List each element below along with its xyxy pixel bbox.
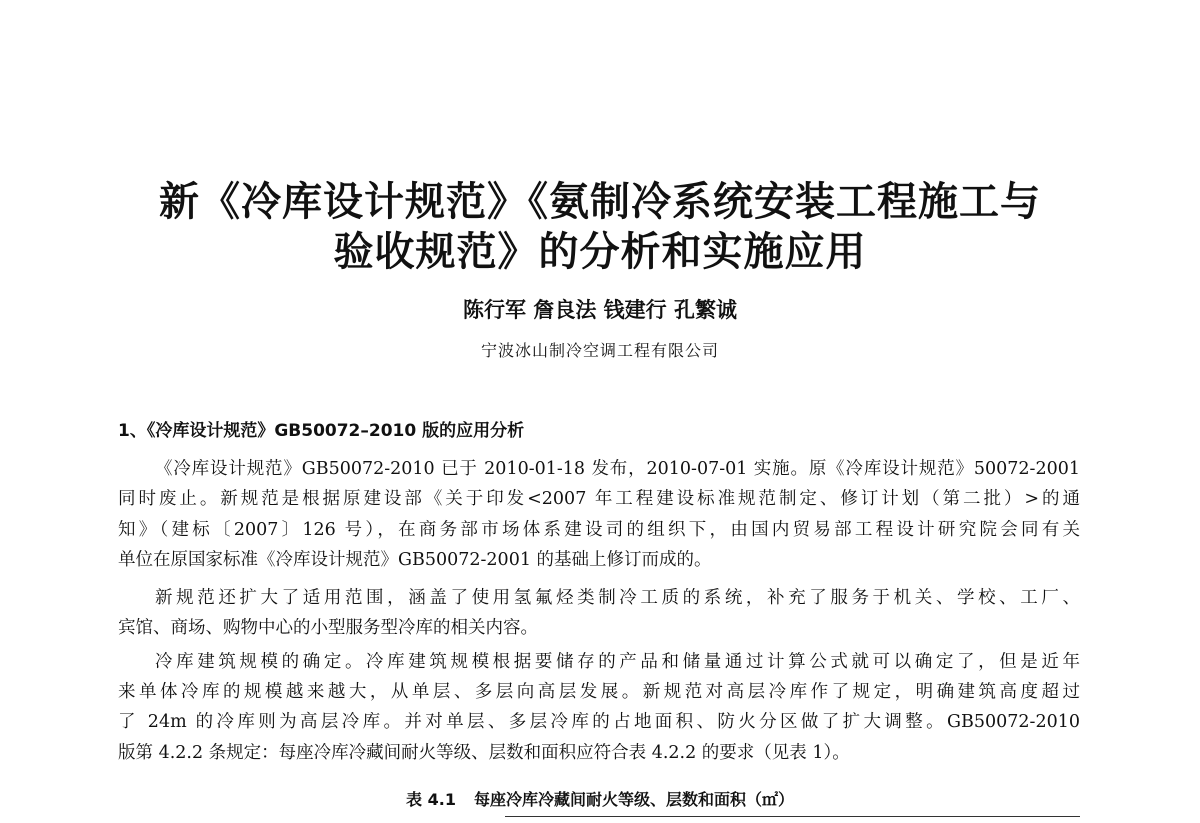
paragraph-line: 同时废止。新规范是根据原建设部《关于印发<2007 年工程建设标准规范制定、修订计划（第二批）>的通 [118,489,1080,509]
affiliation: 宁波冰山制冷空调工程有限公司 [480,341,719,360]
table-number: 表 4.1 [406,790,456,809]
section-heading: 1、《冷库设计规范》GB50072–2010 版的应用分析 [118,421,525,441]
paragraph-line: 单位在原国家标准《冷库设计规范》GB50072-2001 的基础上修订而成的。 [118,550,712,570]
table-caption [0,788,1200,812]
author-list: 陈行军 詹良法 钱建行 孔繁诚 [463,298,737,322]
paragraph-line: 冷库建筑规模的确定。冷库建筑规模根据要储存的产品和储量通过计算公式就可以确定了，但是近年 [155,652,1080,672]
paragraph-line: 《冷库设计规范》GB50072-2010 已于 2010-01-18 发布，2010-07-01 实施。原《冷库设计规范》50072-2001 [155,459,1080,479]
paragraph-line: 来单体冷库的规模越来越大，从单层、多层向高层发展。新规范对高层冷库作了规定，明确建筑高度超过 [118,682,1080,702]
paragraph-line: 新规范还扩大了适用范围，涵盖了使用氢氟烃类制冷工质的系统，补充了服务于机关、学校、工厂、 [155,588,1080,608]
paper-title-line-2: 验收规范》的分析和实施应用 [333,229,867,275]
paper-title-line-1: 新《冷库设计规范》《氨制冷系统安装工程施工与 [159,179,1041,225]
table-top-rule [505,816,1080,817]
paragraph-line: 版第 4.2.2 条规定：每座冷库冷藏间耐火等级、层数和面积应符合表 4.2.2 的要求（见表 1）。 [118,743,850,763]
paragraph-line: 宾馆、商场、购物中心的小型服务型冷库的相关内容。 [118,618,538,638]
table-caption-text: 每座冷库冷藏间耐火等级、层数和面积（㎡） [473,790,794,809]
paragraph-line: 了 24m 的冷库则为高层冷库。并对单层、多层冷库的占地面积、防火分区做了扩大调整。GB50072-2010 [118,712,1080,732]
paragraph-line: 知》（建标〔2007〕126 号），在商务部市场体系建设司的组织下，由国内贸易部工程设计研究院会同有关 [118,520,1080,540]
